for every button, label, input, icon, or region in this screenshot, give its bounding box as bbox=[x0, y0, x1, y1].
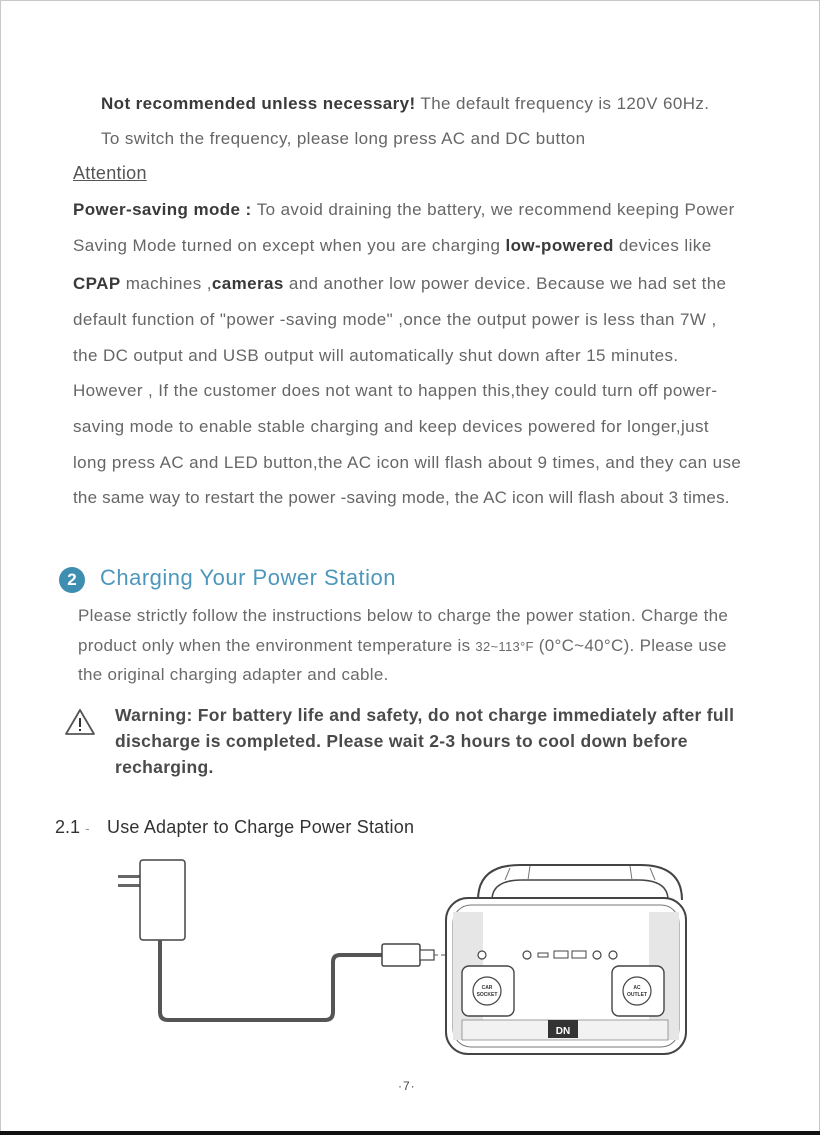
car-socket-label-1: CAR bbox=[481, 985, 493, 991]
attention-line-4: default function of "power -saving mode" ,once the output power is less than 7W , bbox=[73, 310, 717, 329]
charging-para-line-3: the original charging adapter and cable. bbox=[78, 665, 389, 684]
warning-line-2: discharge is completed. Please wait 2-3 hours to cool down before bbox=[115, 731, 688, 751]
attention-text: Saving Mode turned on except when you are charging bbox=[73, 236, 506, 255]
attention-text: To avoid draining the battery, we recommend keeping Power bbox=[256, 200, 735, 219]
attention-line-1 bbox=[73, 200, 735, 220]
attention-line-6: However , If the customer does not want to happen this,they could turn off power- bbox=[73, 381, 718, 400]
subsection-title: Use Adapter to Charge Power Station bbox=[107, 817, 415, 837]
ac-outlet-label-1: AC bbox=[633, 985, 641, 991]
brand-logo-text: DN bbox=[555, 1026, 571, 1037]
power-saving-label: Power-saving mode : bbox=[73, 200, 257, 219]
fahrenheit-range: 32~113°F bbox=[475, 639, 534, 654]
attention-text: and another low power device. Because we had set the bbox=[283, 274, 727, 293]
attention-line-3 bbox=[73, 274, 726, 294]
attention-line-8: long press AC and LED button,the AC icon will flash about 9 times, and they can use bbox=[73, 453, 742, 472]
page-number: ·7· bbox=[398, 1079, 416, 1093]
section-title: Charging Your Power Station bbox=[100, 565, 397, 590]
charging-para-line-1: Please strictly follow the instructions below to charge the power station. Charge the bbox=[78, 606, 729, 625]
subsection-number bbox=[55, 817, 90, 838]
intro-line-2: To switch the frequency, please long press AC and DC button bbox=[101, 129, 586, 148]
ac-outlet-label-2: OUTLET bbox=[627, 992, 647, 998]
charging-para-line-2 bbox=[78, 636, 727, 656]
cpap-bold: CPAP bbox=[73, 274, 121, 293]
attention-line-5: the DC output and USB output will automatically shut down after 15 minutes. bbox=[73, 346, 679, 365]
attention-line-7: saving mode to enable stable charging and keep devices powered for longer,just bbox=[73, 417, 710, 436]
adapter-icon bbox=[118, 860, 185, 940]
car-socket-label-2: SOCKET bbox=[476, 992, 498, 998]
charging-text: product only when the environment temperature is bbox=[78, 636, 476, 655]
warning-line-1: Warning: For battery life and safety, do not charge immediately after full bbox=[115, 705, 735, 725]
attention-line-9: the same way to restart the power -saving mode, the AC icon will flash about 3 times. bbox=[73, 488, 730, 507]
bottom-rule bbox=[0, 1131, 820, 1135]
attention-text: machines , bbox=[120, 274, 212, 293]
dc-plug-icon bbox=[382, 944, 420, 966]
cameras-bold: cameras bbox=[211, 274, 284, 293]
subsection-number-text: 2.1 bbox=[55, 817, 81, 837]
intro-warning-bold: Not recommended unless necessary! bbox=[101, 94, 416, 113]
intro-line-1 bbox=[101, 94, 709, 114]
attention-heading: Attention bbox=[73, 163, 147, 183]
low-powered-bold: low-powered bbox=[505, 236, 614, 255]
warning-triangle-icon bbox=[64, 708, 96, 736]
intro-frequency-text: The default frequency is 120V 60Hz. bbox=[415, 94, 710, 113]
subsection-dash: - bbox=[85, 820, 90, 836]
charging-text: (0°C~40°C). Please use bbox=[533, 636, 727, 655]
adapter-charging-illustration bbox=[0, 850, 820, 1065]
section-number-badge: 2 bbox=[59, 567, 85, 593]
warning-line-3: recharging. bbox=[115, 757, 214, 777]
attention-line-2 bbox=[73, 236, 712, 256]
attention-text: devices like bbox=[613, 236, 712, 255]
